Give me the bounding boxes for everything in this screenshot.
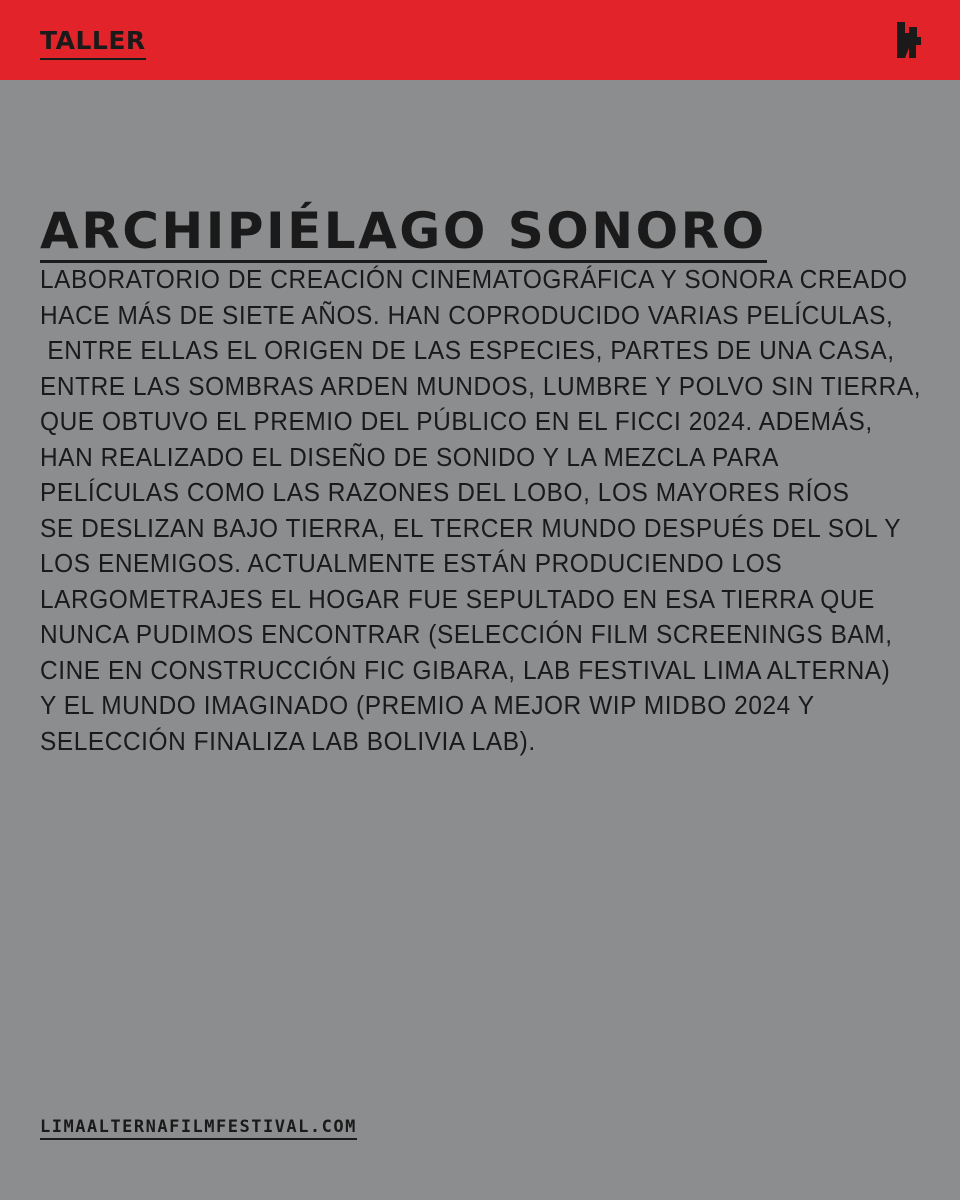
page-title: ARCHIPIÉLAGO SONORO [40,202,767,263]
description-line: ENTRE ELLAS EL ORIGEN DE LAS ESPECIES, PARTES DE UNA CASA, [40,335,895,365]
description-line: ENTRE LAS SOMBRAS ARDEN MUNDOS, LUMBRE Y POLVO SIN TIERRA, [40,370,922,401]
description-line: HAN REALIZADO EL DISEÑO DE SONIDO Y LA MEZCLA PARA [40,441,779,472]
section-label: TALLER [40,24,146,60]
lima-alterna-logo-icon [894,20,924,60]
website-link[interactable]: LIMAALTERNAFILMFESTIVAL.COM [40,1116,357,1140]
description-line: QUE OBTUVO EL PREMIO DEL PÚBLICO EN EL FICCI 2024. ADEMÁS, [40,406,873,436]
description-line: Y EL MUNDO IMAGINADO (PREMIO A MEJOR WIP MIDBO 2024 Y [40,690,815,720]
description-line: LABORATORIO DE CREACIÓN CINEMATOGRÁFICA Y SONORA CREADO [40,264,908,294]
description-line: HACE MÁS DE SIETE AÑOS. HAN COPRODUCIDO VARIAS PELÍCULAS, [40,299,894,330]
header-bar [0,0,960,80]
description-paragraph [40,262,922,759]
description-line: SE DESLIZAN BAJO TIERRA, EL TERCER MUNDO DESPUÉS DEL SOL Y [40,512,902,543]
description-line: NUNCA PUDIMOS ENCONTRAR (SELECCIÓN FILM SCREENINGS BAM, [40,619,893,649]
description-line: CINE EN CONSTRUCCIÓN FIC GIBARA, LAB FESTIVAL LIMA ALTERNA) [40,654,891,685]
description-line: PELÍCULAS COMO LAS RAZONES DEL LOBO, LOS MAYORES RÍOS [40,477,850,507]
description-line: LOS ENEMIGOS. ACTUALMENTE ESTÁN PRODUCIENDO LOS [40,548,783,578]
description-line: SELECCIÓN FINALIZA LAB BOLIVIA LAB). [40,725,536,756]
description-line: LARGOMETRAJES EL HOGAR FUE SEPULTADO EN ESA TIERRA QUE [40,583,875,614]
